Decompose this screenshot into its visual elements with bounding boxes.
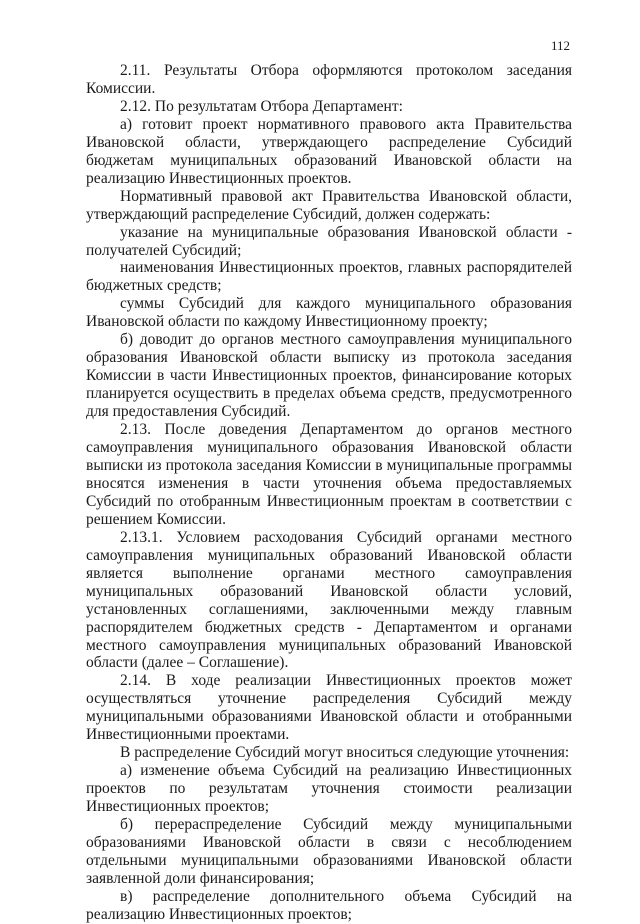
paragraph-2-12-b: б) доводит до органов местного самоуправления муниципального образования Ивановской области выписку из протокола заседания Комиссии в части Инвестиционных проектов, финансирование которых планируется осуществить в пределах объема средств, предусмотренного для предоставления Субсидий.: [86, 331, 572, 421]
paragraph-2-13: 2.13. После доведения Департаментом до органов местного самоуправления муниципального образования Ивановской области выписки из протокола заседания Комиссии в муниципальные программы вносятся изменения в части уточнения объема предоставляемых Субсидий по отобранным Инвестиционным проектам в соответствии с решением Комиссии.: [86, 421, 572, 528]
paragraph-2-13-1: 2.13.1. Условием расходования Субсидий органами местного самоуправления муниципальных образований Ивановской области является выполнение органами местного самоуправления муниципальных образований Ивановской области условий, установленных соглашениями, заключенными между главным распорядителем бюджетных средств - Департаментом и органами местного самоуправления муниципальных образований Ивановской области (далее – Соглашение).: [86, 528, 572, 672]
paragraph-2-12-a: а) готовит проект нормативного правового акта Правительства Ивановской области, утверждающего распределение Субсидий бюджетам муниципальных образований Ивановской области на реализацию Инвестиционных проектов.: [86, 115, 572, 187]
document-body: [86, 62, 572, 924]
paragraph-recipients: указание на муниципальные образования Ивановской области - получателей Субсидий;: [86, 223, 572, 259]
paragraph-project-names: наименования Инвестиционных проектов, главных распорядителей бюджетных средств;: [86, 259, 572, 295]
paragraph-2-12: 2.12. По результатам Отбора Департамент:: [120, 97, 403, 115]
paragraph-subsidy-sums: суммы Субсидий для каждого муниципального образования Ивановской области по каждому Инвестиционному проекту;: [86, 295, 572, 331]
paragraph-clarification-c: в) распределение дополнительного объема Субсидий на реализацию Инвестиционных проектов;: [86, 887, 572, 923]
page-number: 112: [550, 38, 570, 53]
paragraph-2-11: 2.11. Результаты Отбора оформляются протоколом заседания Комиссии.: [86, 62, 572, 97]
paragraph-clarification-a: а) изменение объема Субсидий на реализацию Инвестиционных проектов по результатам уточнения стоимости реализации Инвестиционных проектов;: [86, 762, 572, 816]
paragraph-2-14: 2.14. В ходе реализации Инвестиционных проектов может осуществляться уточнение распределения Субсидий между муниципальными образованиями Ивановской области и отобранными Инвестиционными проектами.: [86, 672, 572, 744]
paragraph-act-contents: Нормативный правовой акт Правительства Ивановской области, утверждающий распределение Субсидий, должен содержать:: [86, 187, 572, 223]
paragraph-clarification-b: б) перераспределение Субсидий между муниципальными образованиями Ивановской области в связи с несоблюдением отдельными муниципальными образованиями Ивановской области заявленной доли финансирования;: [86, 816, 572, 887]
paragraph-clarifications: В распределение Субсидий могут вноситься следующие уточнения:: [120, 744, 570, 762]
